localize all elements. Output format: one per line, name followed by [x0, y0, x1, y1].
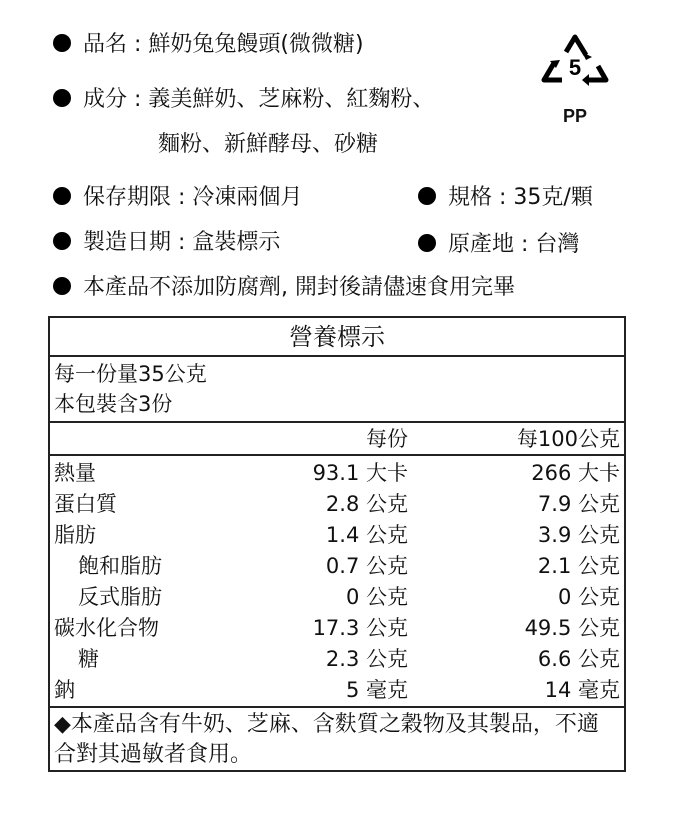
col-header-per-serving: 每份 [366, 427, 408, 451]
mfg-date-label: 製造日期 [83, 230, 172, 255]
row-value-serving: 0.7 公克 [325, 554, 408, 578]
mfg-date-line: 製造日期 : 盒裝標示 [53, 228, 280, 258]
bullet-icon [53, 34, 71, 52]
row-value-serving: 5 毫克 [345, 678, 408, 702]
recycle-triangle-icon [540, 30, 610, 105]
serving-size: 每一份量35公克 [54, 362, 207, 386]
product-name-value: 鮮奶兔兔饅頭(微微糖) [148, 32, 364, 57]
ingredients-value-1: 義美鮮奶、芝麻粉、紅麴粉、 [148, 87, 435, 112]
row-value-100g: 2.1 公克 [537, 554, 620, 578]
product-name-label: 品名 [83, 32, 128, 57]
row-value-serving: 93.1 大卡 [312, 461, 408, 485]
row-value-serving: 2.3 公克 [325, 647, 408, 671]
spec-value: 35克/顆 [513, 185, 593, 210]
bullet-icon [418, 187, 436, 205]
col-header-per-100g: 每100公克 [516, 427, 620, 451]
notice-line [53, 273, 515, 303]
row-value-100g: 3.9 公克 [537, 523, 620, 547]
row-name-sodium: 鈉 [54, 678, 75, 702]
nutrition-title: 營養標示 [289, 323, 385, 351]
origin-line: 原產地 : 台灣 [418, 230, 579, 260]
ingredients-line-2: 麵粉、新鮮酵母、砂糖 [158, 132, 379, 157]
bullet-icon [53, 89, 71, 107]
svg-text:5: 5 [568, 55, 582, 80]
row-name-fat: 脂肪 [54, 523, 96, 547]
divider [50, 706, 624, 708]
recycle-code: PP [562, 106, 587, 126]
shelf-life-value: 冷凍兩個月 [192, 185, 303, 210]
origin-label: 原產地 [448, 232, 515, 257]
ingredients-label: 成分 [83, 87, 128, 112]
row-value-serving: 1.4 公克 [325, 523, 408, 547]
row-value-100g: 6.6 公克 [537, 647, 620, 671]
spec-label: 規格 [448, 185, 493, 210]
row-value-100g: 0 公克 [557, 585, 620, 609]
row-name-saturated-fat: 飽和脂肪 [78, 554, 162, 578]
row-value-serving: 2.8 公克 [325, 492, 408, 516]
bullet-icon [53, 277, 71, 295]
row-value-serving: 0 公克 [345, 585, 408, 609]
bullet-icon [53, 187, 71, 205]
divider [50, 421, 624, 423]
row-value-100g: 266 大卡 [531, 461, 620, 485]
row-name-carbohydrate: 碳水化合物 [54, 616, 159, 640]
shelf-life-line: 保存期限 : 冷凍兩個月 [53, 183, 302, 213]
row-value-100g: 14 毫克 [544, 678, 620, 702]
divider [50, 355, 624, 357]
product-name-line: 品名 : 鮮奶兔兔饅頭(微微糖) [53, 30, 364, 60]
servings-per-package: 本包裝含3份 [54, 392, 173, 416]
spec-line: 規格 : 35克/顆 [418, 183, 593, 213]
row-name-trans-fat: 反式脂肪 [78, 585, 162, 609]
mfg-date-value: 盒裝標示 [192, 230, 281, 255]
recycle-symbol [540, 30, 610, 130]
notice-text: 本產品不添加防腐劑, 開封後請儘速食用完畢 [83, 275, 515, 300]
row-value-serving: 17.3 公克 [312, 616, 408, 640]
divider [50, 454, 624, 456]
shelf-life-label: 保存期限 [83, 185, 172, 210]
allergy-warning: ◆本產品含有牛奶、芝麻、含麩質之穀物及其製品，不適合對其過敏者食用。 [54, 712, 599, 767]
row-name-protein: 蛋白質 [54, 492, 117, 516]
row-value-100g: 49.5 公克 [524, 616, 620, 640]
row-name-sugar: 糖 [78, 647, 99, 671]
row-name-energy: 熱量 [54, 461, 96, 485]
bullet-icon [418, 234, 436, 252]
ingredients-line: 成分 : 義美鮮奶、芝麻粉、紅麴粉、 [53, 85, 434, 115]
origin-value: 台灣 [535, 232, 580, 257]
nutrition-table [48, 316, 626, 772]
bullet-icon [53, 232, 71, 250]
row-value-100g: 7.9 公克 [537, 492, 620, 516]
